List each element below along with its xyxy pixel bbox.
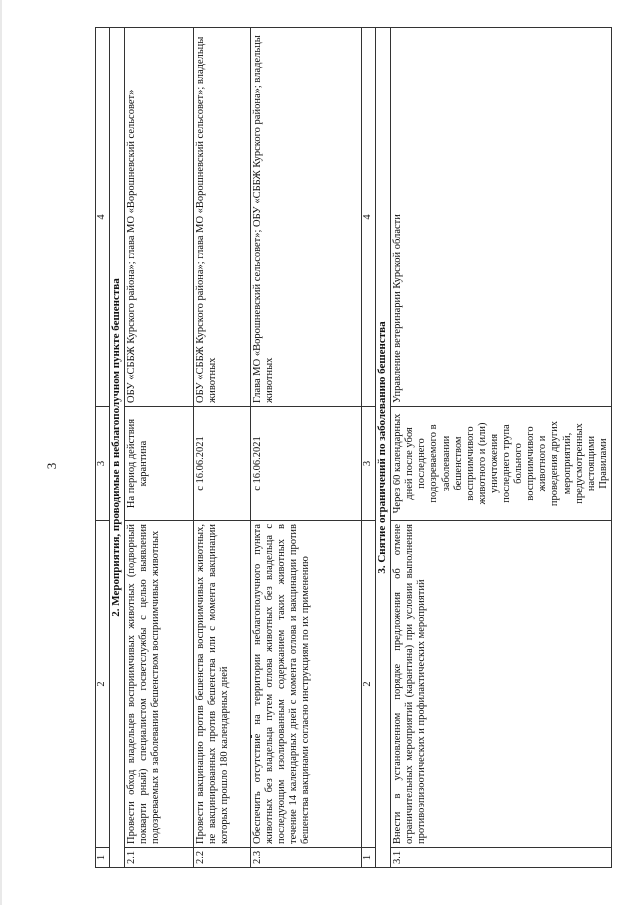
header-cell: 1 bbox=[362, 848, 376, 868]
header-cell: 3 bbox=[96, 407, 110, 521]
term-line: подозреваемого в bbox=[428, 424, 440, 503]
term-line: больного bbox=[513, 443, 525, 484]
header-cell: 4 bbox=[96, 28, 110, 407]
term-line: Через 60 календарных bbox=[392, 413, 404, 514]
term-line: животного и (или) bbox=[476, 422, 488, 505]
term-line: восприимчивого bbox=[464, 426, 476, 501]
term-line: настоящими bbox=[585, 435, 597, 492]
responsible-cell: Глава МО «Ворошневский сельсовет»; ОБУ «СББЖ Курского района»; владельцы животных bbox=[251, 28, 362, 407]
action-cell: Внести в установленном порядке предложения об отмене ограничительных мероприятий (карантина) при условии выполнения противоэпизоотических и профилактических мероприятий bbox=[391, 521, 612, 848]
action-cell: Провести вакцинацию против бешенства восприимчивых животных, не вакцинированных против бешенства или с момента вакцинации которых прошло 180 календарных дней bbox=[194, 521, 251, 848]
measures-table bbox=[95, 27, 612, 868]
section-title: 3. Снятие ограничений по заболеванию бешенства bbox=[376, 28, 391, 868]
header-cell: 4 bbox=[362, 28, 376, 407]
header-cell: 3 bbox=[362, 407, 376, 521]
section-title: 2. Мероприятия, проводимые в неблагополучном пункте бешенства bbox=[110, 28, 125, 868]
term-line: дней после убоя bbox=[404, 427, 416, 500]
term-line: восприимчивого bbox=[525, 426, 537, 501]
responsible-cell: Управление ветеринарии Курской области bbox=[391, 28, 612, 407]
header-cell: 2 bbox=[96, 521, 110, 848]
term-cell: На период действия карантина bbox=[125, 407, 194, 521]
term-line: бешенством bbox=[452, 436, 464, 491]
header-cell: 1 bbox=[96, 848, 110, 868]
header-cell: 2 bbox=[362, 521, 376, 848]
responsible-cell: ОБУ «СББЖ Курского района»; глава МО «Ворошневский сельсовет»; владельцы животных bbox=[194, 28, 251, 407]
action-cell: Обеспечить отсутствие на территории неблагополучного пункта животных без владельца путем отлова животных без владельца с последующим изолированным содержанием таких животных в течение 14 календарных дней с момента отлова и вакцинации против бешенства вакцинами согласно инструкциям по их применению bbox=[251, 521, 362, 848]
page-number: 3 bbox=[44, 462, 59, 470]
table-row bbox=[125, 28, 194, 868]
term-cell: с 16.06.2021 bbox=[251, 407, 362, 521]
term-cell bbox=[391, 407, 612, 521]
scan-edge bbox=[0, 0, 2, 905]
term-line: мероприятий, bbox=[561, 432, 573, 495]
section-2-title-row bbox=[110, 28, 125, 868]
row-index: 3.1 bbox=[391, 848, 612, 868]
term-line: уничтожения bbox=[488, 433, 500, 494]
term-line: заболевании bbox=[440, 435, 452, 492]
term-line: последнего bbox=[416, 438, 428, 489]
table-header-row bbox=[362, 28, 376, 868]
term-line: последнего трупа bbox=[501, 424, 513, 503]
table-header-row bbox=[96, 28, 110, 868]
rotated-page-content bbox=[95, 28, 613, 868]
term-line: животного и bbox=[537, 435, 549, 492]
term-line: предусмотренных bbox=[573, 423, 585, 504]
row-index: 2.1 bbox=[125, 848, 194, 868]
table-row bbox=[391, 28, 612, 868]
section-3-title-row bbox=[376, 28, 391, 868]
term-cell: с 16.06.2021 bbox=[194, 407, 251, 521]
term-line: Правилами bbox=[597, 438, 609, 489]
row-index: 2.2 bbox=[194, 848, 251, 868]
table-row bbox=[194, 28, 251, 868]
action-cell: Провести обход владельцев восприимчивых животных (подворный покварти рный) специалистом госветслужбы с целью выявления подозреваемых в заболевании бешенством восприимчивых животных bbox=[125, 521, 194, 848]
term-line: проведения других bbox=[549, 420, 561, 507]
responsible-cell: ОБУ «СББЖ Курского района»; глава МО «Ворошневский сельсовет» bbox=[125, 28, 194, 407]
table-row bbox=[251, 28, 362, 868]
row-index: 2.3 bbox=[251, 848, 362, 868]
